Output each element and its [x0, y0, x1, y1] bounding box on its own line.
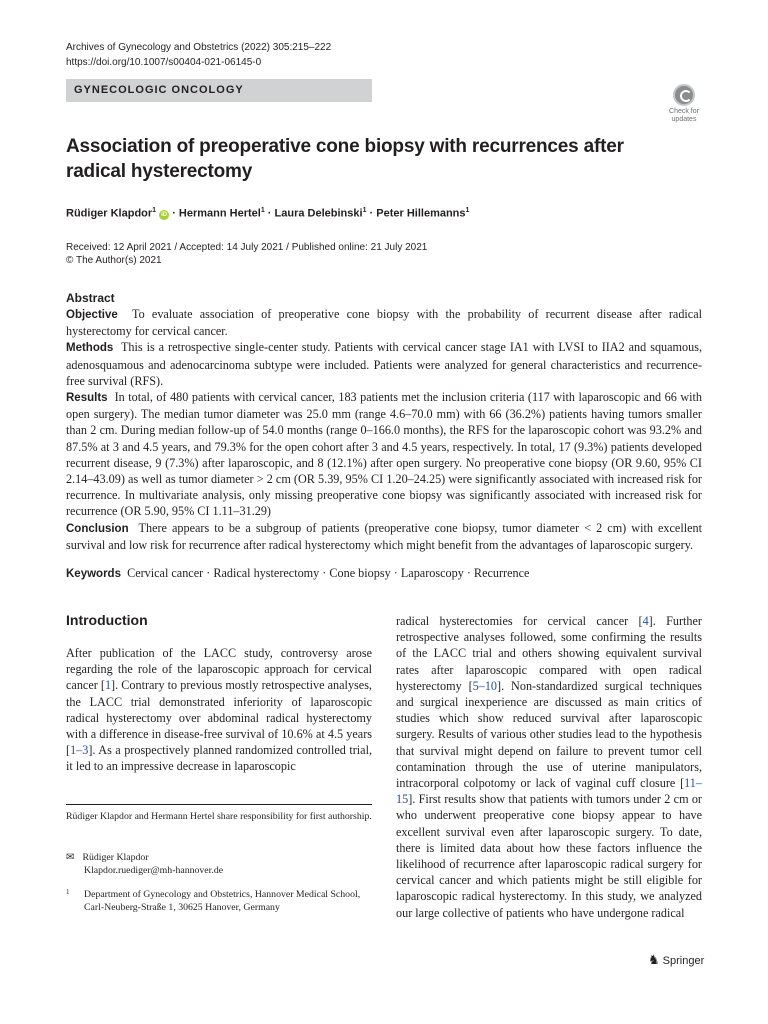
methods-text: This is a retrospective single-center study. Patients with cervical cancer stage IA1 with LVSI to IIA2 and squamous, adenosquamous and adenocarcinoma subtype were included. Patients were analyzed for general characteristics and recurrence-free survival (RFS).	[66, 340, 702, 388]
abstract-body	[66, 306, 702, 553]
keywords-label: Keywords	[66, 568, 121, 580]
author-name[interactable]: Peter Hillemanns	[376, 207, 466, 220]
publication-dates	[66, 241, 427, 267]
history-dates: Received: 12 April 2021 / Accepted: 14 July 2021 / Published online: 21 July 2021	[66, 242, 428, 253]
objective-label: Objective	[66, 309, 118, 321]
affiliation-marker: 1	[260, 207, 265, 214]
conclusion-text: There appears to be a subgroup of patients (preoperative cone biopsy, tumor diameter < 2 cm) with excellent survival and low risk for recurrence after radical hysterectomy which might benefit from the advantages of laparoscopic surgery.	[66, 520, 703, 552]
abstract-conclusion	[66, 520, 702, 553]
affiliation-number: 1	[66, 888, 70, 896]
citation-link[interactable]: 11–15	[396, 776, 702, 807]
author-separator: ·	[169, 207, 179, 220]
check-for-updates-label: Check for updates	[669, 108, 699, 123]
author-name[interactable]: Hermann Hertel	[178, 207, 261, 220]
check-for-updates-icon	[673, 84, 695, 106]
results-label: Results	[66, 392, 108, 405]
introduction-heading: Introduction	[66, 612, 148, 628]
conclusion-label: Conclusion	[66, 522, 129, 535]
article-title: Association of preoperative cone biopsy with recurrences after radical hysterectomy	[66, 136, 624, 182]
authorship-footnote: Rüdiger Klapdor and Hermann Hertel share responsibility for first authorship.	[66, 811, 372, 822]
body-text: ]. First results show that patients with tumors under 2 cm or who underwent preoperative cone biopsy appear to have excellent survival even after laparoscopic surgery. To date, there is limited data about how these factors influence the likelihood of recurrence after laparoscopic radical surgery for cervical cancer and which patients might be still eligible for laparoscopic radical hysterectomy. In this study, we analyzed our large collective of patients who have undergone radical	[396, 792, 702, 920]
contact-name: Rüdiger Klapdor	[82, 852, 149, 863]
keywords-text: Cervical cancer · Radical hysterectomy · Cone biopsy · Laparoscopy · Recurrence	[127, 566, 530, 580]
affiliation	[66, 888, 372, 914]
body-text: radical hysterectomies for cervical cancer [	[396, 614, 643, 628]
orcid-icon[interactable]: iD	[161, 211, 168, 218]
body-text: ]. As a prospectively planned randomized controlled trial, it led to an impressive decrease in laparoscopic	[66, 743, 372, 774]
keywords	[66, 566, 702, 581]
check-for-updates-badge[interactable]	[664, 84, 704, 126]
journal-citation: Archives of Gynecology and Obstetrics (2022) 305:215–222	[66, 42, 332, 53]
citation-link[interactable]: 4	[642, 614, 649, 628]
abstract-objective	[66, 306, 702, 339]
abstract-results	[66, 389, 702, 520]
publisher-logo	[648, 952, 704, 969]
affiliation-marker: 1	[362, 207, 367, 214]
affiliation-text: Department of Gynecology and Obstetrics, Hannover Medical School, Carl-Neuberg-Straße 1, 30625 Hanover, Germany	[84, 889, 361, 913]
objective-text: To evaluate association of preoperative cone biopsy with the probability of recurrent disease after radical hysterectomy for cervical cancer.	[66, 307, 702, 339]
introduction-paragraph	[66, 645, 372, 775]
section-label: GYNECOLOGIC ONCOLOGY	[66, 79, 372, 102]
introduction-paragraph	[396, 613, 702, 921]
author-separator: ·	[366, 207, 377, 220]
body-text: ]. Non-standardized surgical techniques and surgical inexperience are discussed as main critics of studies which show reduced survival after laparoscopic surgery. Results of various other studies lead to the hypothesis that survival might depend on failure to prevent tumor cell contamination through the use of uterine manipulators, intracorporal colpotomy or lack of vaginal cuff closure [	[396, 678, 702, 791]
citation-link[interactable]: 5–10	[472, 678, 498, 693]
affiliation-marker: 1	[465, 207, 470, 214]
introduction-left-column	[66, 645, 372, 775]
envelope-icon: ✉	[66, 852, 75, 863]
citation-link[interactable]: 1	[104, 678, 112, 693]
author-separator: ·	[264, 207, 275, 220]
affiliation-marker: 1	[152, 207, 157, 214]
footnote-divider	[66, 804, 372, 805]
springer-horse-icon: ♞	[648, 952, 660, 967]
author-list	[66, 203, 469, 222]
results-text: In total, of 480 patients with cervical cancer, 183 patients met the inclusion criteria (117 with laparoscopic and 66 with open surgery). The median tumor diameter was 25.0 mm (range 4.6–70.0 mm) with 66 (36.2%) patients having tumors smaller than 2 cm. During median follow-up of 54.0 months (range 0–166.0 months), the RFS for the laparoscopic cohort was 93.2% and 87.5% at 3 and 4.5 years, and 79.3% for the open cohort after 3 and 4.5 years, respectively. In total, 17 (9.3%) patients developed recurrent disease, 9 (7.3%) after laparoscopic, and 8 (12.1%) after open surgery. No preoperative cone biopsy (OR 9.60, 95% CI 2.14–43.09) as well as tumor diameter > 2 cm (OR 5.39, 95% CI 1.20–24.25) were significantly associated with increased risk for recurrence. In multivariate analysis, only missing preoperative cone biopsy was significantly associated with increased risk for recurrence (OR 5.90, 95% CI 1.11–31.29)	[66, 390, 703, 519]
abstract-heading: Abstract	[66, 291, 115, 305]
body-text: ]. Further retrospective analyses followed, some confirming the results of the LACC trial and others showing equivalent survival rates after laparoscopic compared with open radical hysterectomy [	[396, 614, 702, 693]
introduction-right-column	[396, 613, 702, 921]
body-text: After publication of the LACC study, controversy arose regarding the role of the laparoscopic approach for cervical cancer [	[66, 646, 372, 693]
body-text: ]. Contrary to previous mostly retrospective analyses, the LACC trial demonstrated inferiority of laparoscopic radical hysterectomy over abdominal radical hysterectomy with a difference in disease-free survival of 10.6% at 4.5 years [	[66, 678, 372, 758]
publisher-name: Springer	[662, 955, 705, 967]
methods-label: Methods	[66, 342, 114, 355]
author-name[interactable]: Laura Delebinski	[274, 207, 363, 220]
citation-link[interactable]: 1–3	[70, 743, 89, 758]
corresponding-author	[66, 851, 223, 877]
copyright: © The Author(s) 2021	[66, 255, 162, 266]
contact-email[interactable]: Klapdor.ruediger@mh-hannover.de	[84, 865, 224, 876]
author-name[interactable]: Rüdiger Klapdor	[66, 207, 153, 220]
abstract-methods	[66, 339, 702, 389]
doi-link[interactable]: https://doi.org/10.1007/s00404-021-06145-0	[66, 57, 262, 68]
